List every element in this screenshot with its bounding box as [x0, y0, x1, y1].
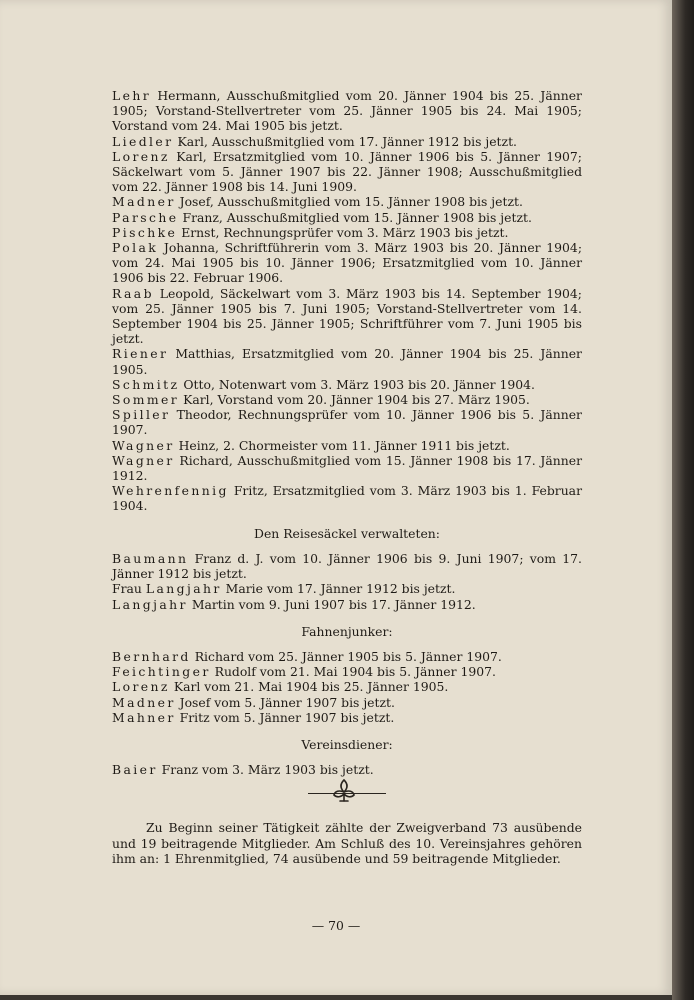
entry-details: Otto, Notenwart vom 3. März 1903 bis 20. Jänner 1904.	[183, 376, 535, 392]
entry-surname: Polak	[112, 240, 159, 256]
entry-details: Johanna, Schriftführerin vom 3. März 1903 bis 20. Jänner 1904; vom 24. Mai 1905 bis 10. Jänner 1906; Ersatzmitglied vom 10. Jänner 1906 bis 22. Februar 1906.	[112, 240, 582, 286]
entry-details: Ernst, Rechnungsprüfer vom 3. März 1903 bis jetzt.	[181, 224, 509, 240]
entry-details: Richard vom 25. Jänner 1905 bis 5. Jänner 1907.	[194, 648, 502, 664]
list-entry	[112, 286, 582, 347]
entry-surname: Lorenz	[112, 148, 170, 164]
list-entry	[112, 149, 582, 195]
fahnenjunker-list	[112, 649, 582, 725]
entry-surname: Pischke	[112, 224, 178, 240]
entry-surname: Lehr	[112, 88, 152, 103]
page-edge-shadow	[672, 0, 694, 1000]
entry-details: Heinz, 2. Chormeister vom 11. Jänner 1911 bis jetzt.	[178, 437, 510, 453]
entry-surname: Schmitz	[112, 376, 180, 392]
section-title-fahnenjunker: Fahnenjunker:	[301, 623, 393, 639]
entry-details: Theodor, Rechnungsprüfer vom 10. Jänner 1906 bis 5. Jänner 1907.	[112, 407, 582, 438]
entry-details: Rudolf vom 21. Mai 1904 bis 5. Jänner 1907.	[214, 664, 496, 680]
reisesaeckel-list	[112, 551, 582, 612]
entry-details: Franz, Ausschußmitglied vom 15. Jänner 1908 bis jetzt.	[182, 209, 532, 225]
list-entry	[112, 551, 582, 581]
section-title-vereinsdiener: Vereinsdiener:	[301, 736, 393, 752]
entry-details: Martin vom 9. Juni 1907 bis 17. Jänner 1912.	[191, 596, 476, 612]
entry-details: Matthias, Ersatzmitglied vom 20. Jänner 1904 bis 25. Jänner 1905.	[112, 346, 582, 377]
list-entry	[112, 695, 582, 710]
list-entry	[112, 194, 582, 209]
list-entry	[112, 649, 582, 664]
list-entry	[112, 581, 582, 596]
list-entry	[112, 597, 582, 612]
officer-list	[112, 88, 582, 514]
list-entry	[112, 392, 582, 407]
list-entry	[112, 407, 582, 437]
page-number: — 70 —	[311, 918, 361, 933]
entry-surname: Riener	[112, 346, 169, 362]
entry-surname: Parsche	[112, 209, 179, 225]
list-entry	[112, 134, 582, 149]
list-entry	[112, 240, 582, 286]
entry-prefix: Frau	[112, 581, 146, 597]
entry-surname: Wehrenfennig	[112, 483, 229, 499]
entry-surname: Langjahr	[112, 596, 188, 612]
list-entry	[112, 664, 582, 679]
entry-surname: Madner	[112, 694, 176, 710]
entry-details: Marie vom 17. Jänner 1912 bis jetzt.	[225, 581, 456, 597]
entry-surname: Baier	[112, 762, 158, 778]
entry-details: Josef, Ausschußmitglied vom 15. Jänner 1908 bis jetzt.	[179, 194, 523, 210]
entry-surname: Mahner	[112, 709, 176, 725]
entry-surname: Bernhard	[112, 648, 191, 664]
section-title-reisesaeckel: Den Reisesäckel verwalteten:	[254, 525, 440, 541]
list-entry	[112, 679, 582, 694]
entry-details: Karl vom 21. Mai 1904 bis 25. Jänner 1905.	[173, 679, 449, 695]
entry-surname: Liedler	[112, 133, 174, 149]
entry-surname: Spiller	[112, 407, 171, 423]
entry-surname: Raab	[112, 285, 154, 301]
entry-surname: Lorenz	[112, 679, 170, 695]
list-entry	[112, 88, 582, 134]
list-entry	[112, 453, 582, 483]
entry-surname: Langjahr	[145, 581, 222, 597]
entry-details: Josef vom 5. Jänner 1907 bis jetzt.	[179, 694, 395, 710]
entry-details: Fritz, Ersatzmitglied vom 3. März 1903 bis 1. Februar 1904.	[112, 483, 582, 514]
entry-details: Franz vom 3. März 1903 bis jetzt.	[161, 762, 374, 778]
list-entry	[112, 225, 582, 240]
entry-details: Richard, Ausschußmitglied vom 15. Jänner 1908 bis 17. Jänner 1912.	[112, 452, 582, 484]
entry-surname: Baumann	[112, 550, 189, 566]
entry-surname: Feichtinger	[112, 664, 211, 680]
entry-details: Karl, Ersatzmitglied vom 10. Jänner 1906 bis 5. Jänner 1907; Säckelwart vom 5. Jänner 1907 bis 22. Jänner 1908; Ausschußmitglied vom 22. Jänner 1908 bis 14. Juni 1909.	[112, 148, 582, 195]
list-entry	[112, 346, 582, 376]
entry-details: Leopold, Säckelwart vom 3. März 1903 bis 14. September 1904; vom 25. Jänner 1905 bis 7. Juni 1905; Vorstand-Stellvertreter vom 14. September 1904 bis 25. Jänner 1905; Schriftführer vom 7. Juni 1905 bis jetzt.	[112, 285, 582, 347]
page-content	[112, 88, 582, 866]
closing-paragraph: Zu Beginn seiner Tätigkeit zählte der Zweigverband 73 ausübende und 19 beitragende Mitglieder. Am Schluß des 10. Vereinsjahres gehören ihm an: 1 Ehrenmitglied, 74 ausübende und 59 beitragende Mitglieder.	[112, 820, 582, 866]
fleuron-ornament-icon	[330, 776, 358, 804]
entry-surname: Wagner	[112, 437, 175, 453]
entry-details: Hermann, Ausschußmitglied vom 20. Jänner 1904 bis 25. Jänner 1905; Vorstand-Stellvertreter vom 25. Jänner 1905 bis 24. Mai 1905; Vorstand vom 24. Mai 1905 bis jetzt.	[112, 88, 582, 134]
list-entry	[112, 438, 582, 453]
entry-details: Fritz vom 5. Jänner 1907 bis jetzt.	[179, 709, 395, 725]
entry-details: Franz d. J. vom 10. Jänner 1906 bis 9. Juni 1907; vom 17. Jänner 1912 bis jetzt.	[112, 550, 582, 582]
list-entry	[112, 710, 582, 725]
entry-details: Karl, Ausschußmitglied vom 17. Jänner 1912 bis jetzt.	[177, 133, 517, 149]
list-entry	[112, 377, 582, 392]
list-entry	[112, 483, 582, 513]
entry-surname: Madner	[112, 194, 176, 210]
entry-surname: Wagner	[112, 452, 175, 468]
entry-surname: Sommer	[112, 392, 180, 408]
entry-details: Karl, Vorstand vom 20. Jänner 1904 bis 27. März 1905.	[183, 392, 530, 408]
list-entry	[112, 210, 582, 225]
